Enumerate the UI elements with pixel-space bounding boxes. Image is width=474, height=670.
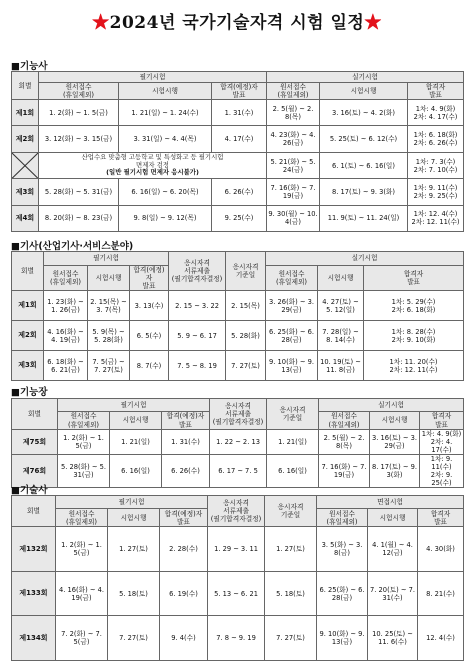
header-practical-apply: 원서접수 (휴일제외) [267,83,320,100]
cell-p-exam: 8. 17(토) ~ 9. 3(화) [320,179,408,205]
cell-w-apply: 4. 16(화) ~ 4. 19(금) [44,321,88,351]
cell-p-apply: 7. 16(화) ~ 7. 19(금) [319,455,370,488]
cell-doc: 1. 29 ~ 3. 11 [208,527,265,572]
header-round: 회별 [12,252,44,291]
cell-std: 5. 18(토) [265,571,317,616]
cell-p-result: 4. 30(화) [418,527,464,572]
cell-p-exam: 3. 16(토) ~ 4. 2(화) [320,100,408,126]
header-written-exam: 시험시행 [119,83,212,100]
cell-w-apply: 7. 2(화) ~ 7. 5(금) [56,616,108,661]
header-round: 회별 [12,399,58,430]
cell-w-result: 9. 25(수) [212,205,267,231]
cell-w-exam: 1. 27(토) [108,527,160,572]
header-round: 회별 [12,496,56,527]
section-label-gineungjang: ■기능장 [11,387,48,398]
cell-p-result: 1차: 6. 18(화) 2차: 6. 26(수) [408,126,464,152]
cell-round: 제134회 [12,616,56,661]
cell-p-apply: 9. 10(화) ~ 9. 13(금) [266,351,318,381]
cell-p-result: 1차: 8. 28(수) 2차: 9. 10(화) [364,321,464,351]
cell-w-exam: 1. 21(일) [110,430,162,455]
header-interview-apply: 원서접수 (휴일제외) [317,509,368,527]
schedule-table-gineungsa [11,71,464,232]
table-row [12,205,464,231]
header-practical-exam: 시험시행 [370,412,420,430]
table-row [12,152,464,178]
cell-p-exam: 4. 27(토) ~ 5. 12(일) [318,291,364,321]
header-practical: 실기시험 [266,252,464,266]
cell-p-apply: 4. 23(화) ~ 4. 26(금) [267,126,320,152]
cell-round: 제2회 [12,321,44,351]
cell-w-result: 4. 17(수) [212,126,267,152]
cell-w-result: 6. 19(수) [160,571,208,616]
cell-p-result: 12. 4(수) [418,616,464,661]
header-practical-exam: 시험시행 [318,266,364,291]
cell-p-result: 8. 21(수) [418,571,464,616]
cell-w-result: 6. 5(수) [130,321,169,351]
cell-w-apply: 1. 2(화) ~ 1. 5(금) [56,527,108,572]
cell-w-exam: 7. 27(토) [108,616,160,661]
cell-p-exam: 10. 19(토) ~ 11. 8(금) [318,351,364,381]
star-left-icon: ★ [92,13,110,33]
header-written-result: 합격(예정)자 발표 [160,509,208,527]
cell-round: 제75회 [12,430,58,455]
section-label-gisulsa: ■기술사 [11,485,48,496]
table-row [12,616,464,661]
header-written-exam: 시험시행 [110,412,162,430]
table-row [12,321,464,351]
cell-w-apply: 1. 2(화) ~ 1. 5(금) [39,100,119,126]
header-written-apply: 원서접수 (휴일제외) [44,266,88,291]
cell-p-exam: 10. 25(토) ~ 11. 6(수) [368,616,418,661]
cell-w-exam: 5. 9(목) ~ 5. 28(화) [88,321,130,351]
cell-round: 제3회 [12,351,44,381]
cell-p-result: 1차: 4. 9(화) 2차: 4. 17(수) [408,100,464,126]
cell-p-apply: 7. 16(화) ~ 7. 19(금) [267,179,320,205]
cell-std: 6. 16(일) [267,455,319,488]
header-practical-result: 합격자 발표 [408,83,464,100]
star-right-icon: ★ [364,13,382,33]
cell-doc: 6. 17 ~ 7. 5 [210,455,267,488]
cell-std: 7. 27(토) [226,351,266,381]
cell-doc: 7. 8 ~ 9. 19 [208,616,265,661]
header-practical-exam: 시험시행 [320,83,408,100]
header-practical-result: 합격자 발표 [420,412,464,430]
cell-w-result: 3. 13(수) [130,291,169,321]
cell-std: 7. 27(토) [265,616,317,661]
header-written-result: 합격(예정)자 발표 [212,83,267,100]
cell-p-exam: 4. 1(월) ~ 4. 12(금) [368,527,418,572]
cell-w-exam: 2. 15(목) ~ 3. 7(목) [88,291,130,321]
cell-p-apply: 9. 10(화) ~ 9. 13(금) [317,616,368,661]
cell-p-apply: 3. 5(화) ~ 3. 8(금) [317,527,368,572]
header-written-apply: 원서접수 (휴일제외) [56,509,108,527]
header-written-exam: 시험시행 [108,509,160,527]
cell-round: 제76회 [12,455,58,488]
header-practical: 실기시험 [267,72,464,83]
cell-p-result: 1차: 5. 29(수) 2차: 6. 18(화) [364,291,464,321]
cell-p-result: 1차: 12. 4(수) 2차: 12. 11(수) [408,205,464,231]
cell-w-exam: 6. 16(일) ~ 6. 20(목) [119,179,212,205]
header-practical-apply: 원서접수 (휴일제외) [266,266,318,291]
cell-std: 1. 21(일) [267,430,319,455]
notice-line: (일반 필기시험 면제자 응시불가) [106,168,199,177]
table-row [12,126,464,152]
section-label-gisa: ■기사(산업기사·서비스분야) [11,241,134,252]
cell-round: 제1회 [12,100,39,126]
header-practical: 실기시험 [319,399,464,412]
cell-p-exam: 3. 16(토) ~ 3. 29(금) [370,430,420,455]
table-row [12,351,464,381]
header-interview-exam: 시험시행 [368,509,418,527]
cell-w-result: 1. 31(수) [162,430,210,455]
header-doc-submit: 응시자격 서류제출 (필기합격자결정) [208,496,265,527]
cell-p-exam: 8. 17(토) ~ 9. 3(화) [370,455,420,488]
cell-w-result: 8. 7(수) [130,351,169,381]
cell-p-result: 1차: 9. 11(수) 2차: 9. 25(수) [420,455,464,488]
cell-std: 1. 27(토) [265,527,317,572]
table-row [12,179,464,205]
cell-p-apply: 2. 5(월) ~ 2. 8(목) [267,100,320,126]
cell-p-result: 1차: 11. 20(수) 2차: 12. 11(수) [364,351,464,381]
cell-doc: 5. 9 ~ 6. 17 [169,321,226,351]
cell-w-result: 1. 31(수) [212,100,267,126]
title-text: 2024년 국가기술자격 시험 일정 [109,13,365,33]
cell-p-result: 1차: 9. 11(수) 2차: 9. 25(수) [408,179,464,205]
cell-round: 제3회 [12,179,39,205]
table-row [12,571,464,616]
header-standard-date: 응시자격 기준일 [226,252,266,291]
cell-w-result: 6. 26(수) [212,179,267,205]
schedule-table-gisa [11,251,464,381]
cell-doc: 1. 22 ~ 2. 13 [210,430,267,455]
cell-w-exam: 3. 31(일) ~ 4. 4(목) [119,126,212,152]
header-written: 필기시험 [56,496,208,509]
cell-p-result: 1차: 7. 3(수) 2차: 7. 10(수) [408,152,464,178]
table-row [12,100,464,126]
header-standard-date: 응시자격 기준일 [265,496,317,527]
table-row [12,527,464,572]
header-written-apply: 원서접수 (휴일제외) [58,412,110,430]
page-title [0,8,474,33]
table-row [12,291,464,321]
cross-mark-icon [12,153,38,178]
cell-w-exam: 5. 18(토) [108,571,160,616]
cell-w-apply: 4. 16(화) ~ 4. 19(금) [56,571,108,616]
cell-p-exam: 11. 9(토) ~ 11. 24(일) [320,205,408,231]
notice-line: 산업수요 맞춤형 고등학교 및 특성화고 등 필기시험 [81,153,224,161]
header-interview: 면접시험 [317,496,464,509]
cell-std: 2. 15(목) [226,291,266,321]
cell-w-result: 2. 28(수) [160,527,208,572]
cell-round: 제132회 [12,527,56,572]
crossed-round-cell [12,152,39,178]
cell-doc: 2. 15 ~ 3. 22 [169,291,226,321]
cell-doc: 7. 5 ~ 8. 19 [169,351,226,381]
cell-p-apply: 5. 21(화) ~ 5. 24(금) [267,152,320,178]
header-interview-result: 합격자 발표 [418,509,464,527]
header-practical-result: 합격자 발표 [364,266,464,291]
cell-w-apply: 6. 18(화) ~ 6. 21(금) [44,351,88,381]
cell-w-apply: 1. 23(화) ~ 1. 26(금) [44,291,88,321]
cell-w-result: 9. 4(수) [160,616,208,661]
header-written-result: 합격(예정)자 발표 [130,266,169,291]
cell-p-apply: 2. 5(월) ~ 2. 8(목) [319,430,370,455]
cell-w-exam: 6. 16(일) [110,455,162,488]
header-practical-apply: 원서접수 (휴일제외) [319,412,370,430]
header-written: 필기시험 [58,399,210,412]
header-standard-date: 응시자격 기준일 [267,399,319,430]
cell-w-apply: 3. 12(화) ~ 3. 15(금) [39,126,119,152]
cell-p-exam: 5. 25(토) ~ 6. 12(수) [320,126,408,152]
schedule-table-gineungjang [11,398,464,488]
header-doc-submit: 응시자격 서류제출 (필기합격자결정) [210,399,267,430]
cell-p-result: 1차: 4. 9(화) 2차: 4. 17(수) [420,430,464,455]
cell-w-exam: 9. 8(일) ~ 9. 12(목) [119,205,212,231]
header-round: 회별 [12,72,39,100]
cell-round: 제2회 [12,126,39,152]
cell-p-exam: 7. 28(일) ~ 8. 14(수) [318,321,364,351]
header-written: 필기시험 [39,72,267,83]
cell-p-exam: 7. 20(토) ~ 7. 31(수) [368,571,418,616]
cell-round: 제4회 [12,205,39,231]
table-row [12,455,464,488]
cell-w-apply: 5. 28(화) ~ 5. 31(금) [39,179,119,205]
cell-w-apply: 5. 28(화) ~ 5. 31(금) [58,455,110,488]
header-written-apply: 원서접수 (휴일제외) [39,83,119,100]
notice-cell [39,152,267,178]
cell-w-apply: 1. 2(화) ~ 1. 5(금) [58,430,110,455]
cell-std: 5. 28(화) [226,321,266,351]
cell-p-apply: 9. 30(월) ~ 10. 4(금) [267,205,320,231]
cell-round: 제1회 [12,291,44,321]
cell-w-result: 6. 26(수) [162,455,210,488]
cell-doc: 5. 13 ~ 6. 21 [208,571,265,616]
cell-p-apply: 3. 26(화) ~ 3. 29(금) [266,291,318,321]
cell-w-exam: 1. 21(일) ~ 1. 24(수) [119,100,212,126]
header-written: 필기시험 [44,252,169,266]
cell-w-exam: 7. 5(금) ~ 7. 27(토) [88,351,130,381]
header-written-result: 합격(예정)자 발표 [162,412,210,430]
cell-p-apply: 6. 25(화) ~ 6. 28(금) [266,321,318,351]
cell-p-apply: 6. 25(화) ~ 6. 28(금) [317,571,368,616]
notice-line: 면제자 검정 [136,160,169,169]
header-doc-submit: 응시자격 서류제출 (필기합격자결정) [169,252,226,291]
cell-round: 제133회 [12,571,56,616]
section-label-gineungsa: ■기능사 [11,61,48,72]
cell-w-apply: 8. 20(화) ~ 8. 23(금) [39,205,119,231]
table-row [12,430,464,455]
cell-p-exam: 6. 1(토) ~ 6. 16(일) [320,152,408,178]
header-written-exam: 시험시행 [88,266,130,291]
schedule-table-gisulsa [11,495,464,661]
